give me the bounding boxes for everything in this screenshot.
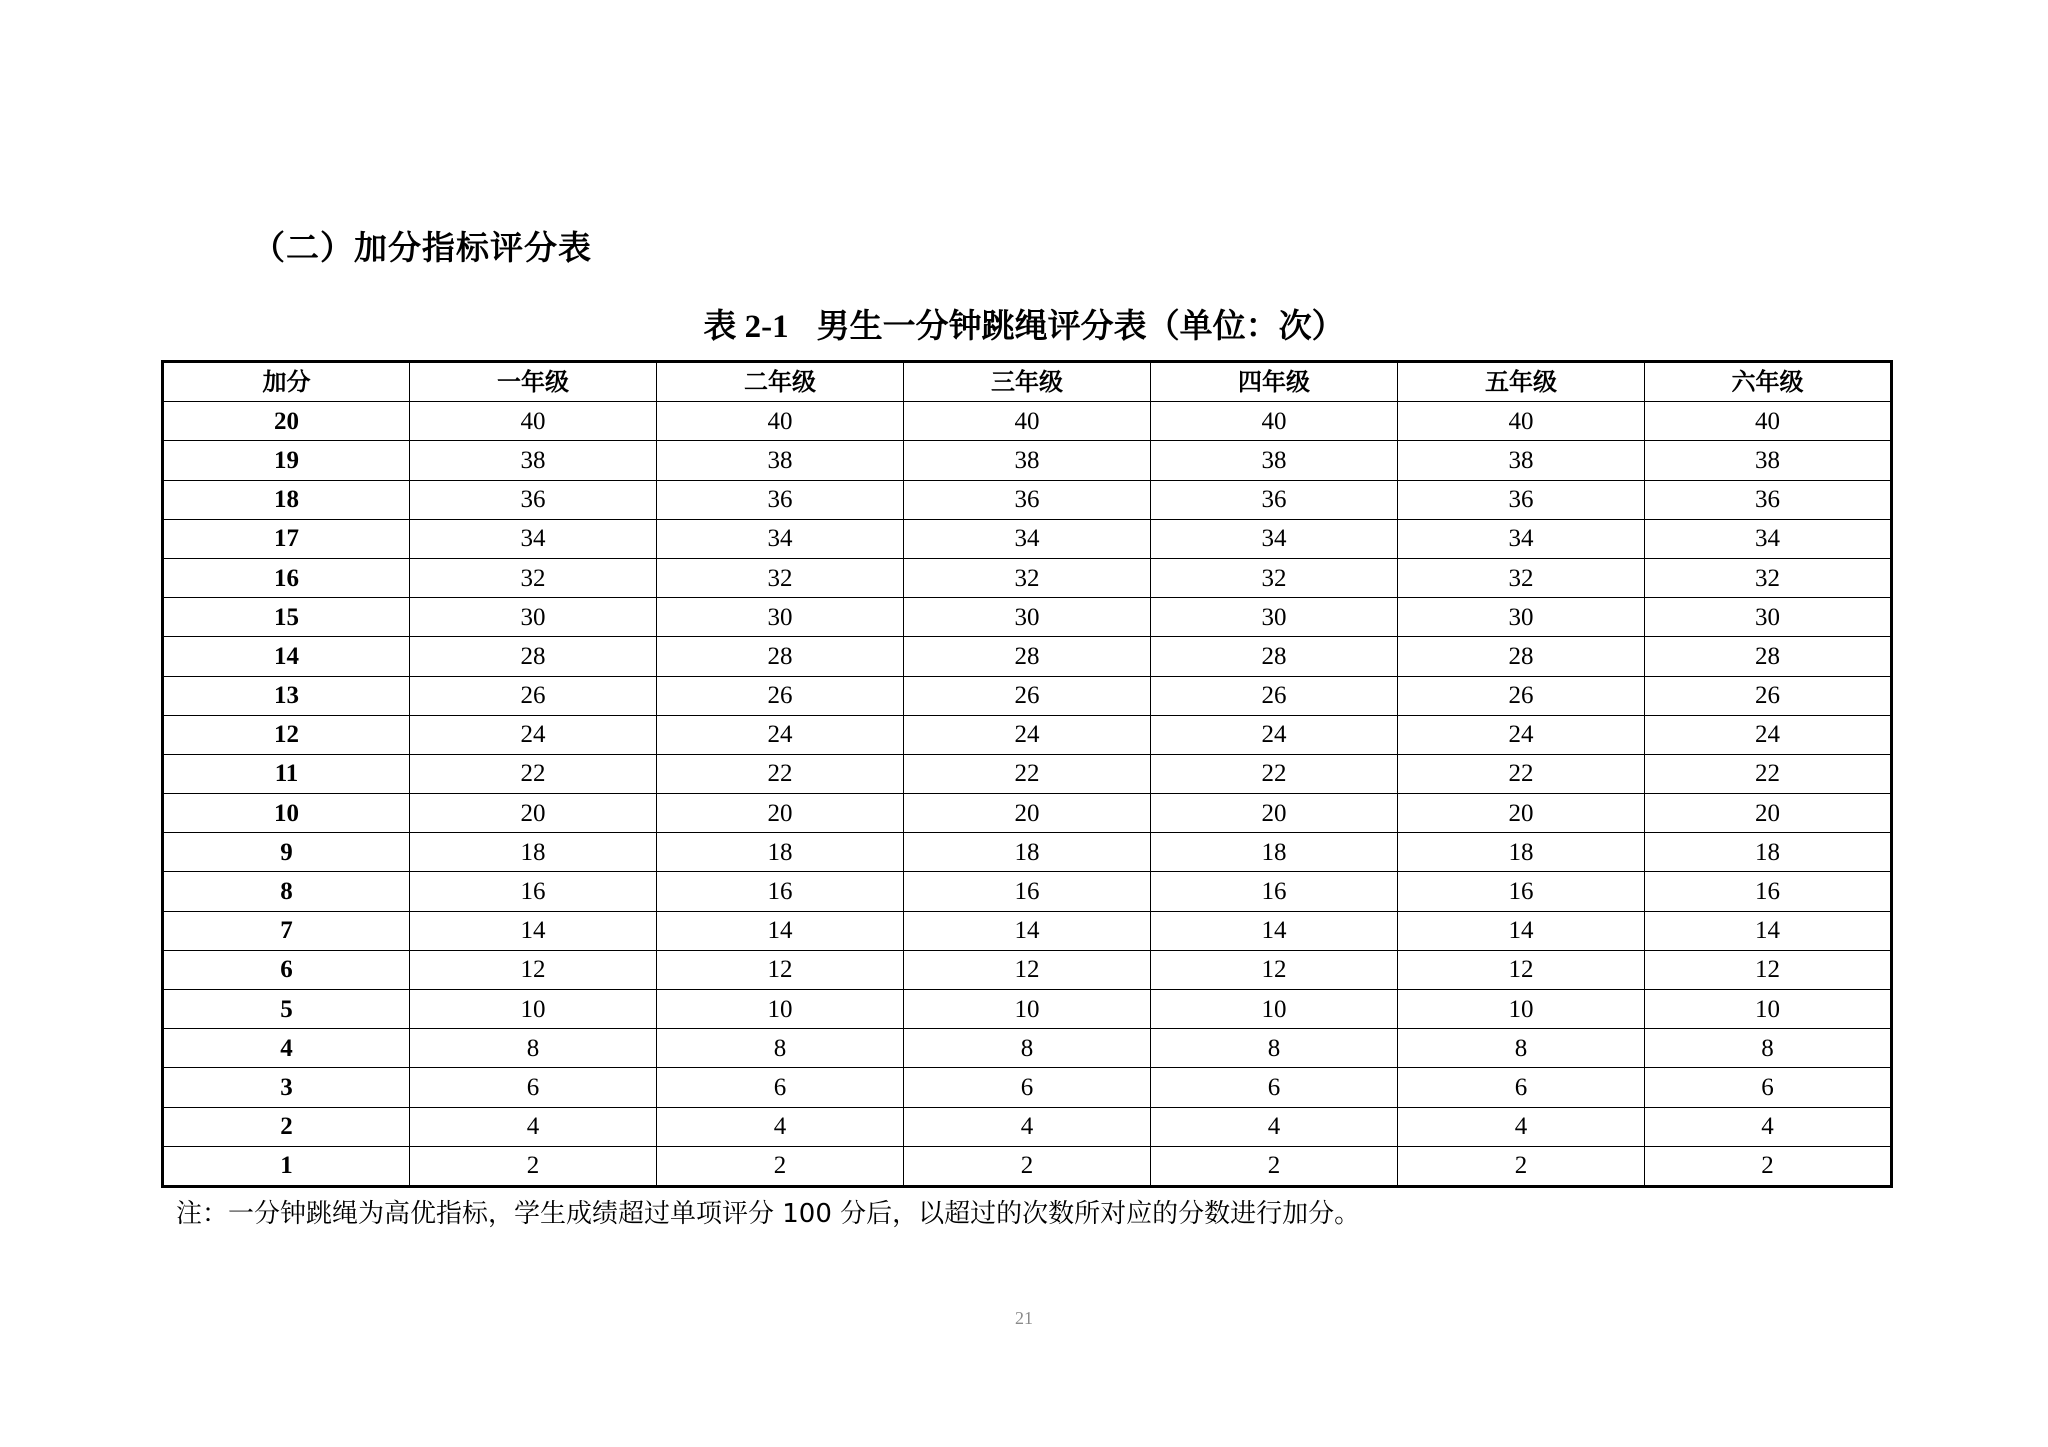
column-header: 二年级 (657, 362, 904, 402)
column-header: 四年级 (1151, 362, 1398, 402)
count-cell: 20 (1151, 794, 1398, 833)
column-header: 一年级 (410, 362, 657, 402)
count-cell: 24 (1645, 715, 1892, 754)
count-cell: 24 (410, 715, 657, 754)
count-cell: 34 (410, 519, 657, 558)
table-row (163, 402, 1892, 441)
count-cell: 30 (1645, 598, 1892, 637)
count-cell: 24 (1151, 715, 1398, 754)
count-cell: 4 (1645, 1107, 1892, 1146)
bonus-score-cell: 17 (163, 519, 410, 558)
count-cell: 2 (904, 1146, 1151, 1186)
bonus-score-cell: 10 (163, 794, 410, 833)
count-cell: 26 (410, 676, 657, 715)
count-cell: 12 (1151, 950, 1398, 989)
count-cell: 30 (410, 598, 657, 637)
count-cell: 14 (1151, 911, 1398, 950)
column-header: 五年级 (1398, 362, 1645, 402)
bonus-score-cell: 9 (163, 833, 410, 872)
count-cell: 4 (904, 1107, 1151, 1146)
table-row (163, 1068, 1892, 1107)
count-cell: 34 (904, 519, 1151, 558)
count-cell: 26 (1151, 676, 1398, 715)
count-cell: 18 (410, 833, 657, 872)
count-cell: 38 (410, 441, 657, 480)
count-cell: 40 (1398, 402, 1645, 441)
count-cell: 18 (1645, 833, 1892, 872)
table-row (163, 990, 1892, 1029)
count-cell: 4 (1398, 1107, 1645, 1146)
score-table (161, 360, 1893, 1188)
bonus-score-cell: 2 (163, 1107, 410, 1146)
count-cell: 34 (1151, 519, 1398, 558)
section-heading: （二）加分指标评分表 (252, 228, 592, 267)
bonus-score-cell: 3 (163, 1068, 410, 1107)
count-cell: 22 (657, 754, 904, 793)
count-cell: 12 (1398, 950, 1645, 989)
count-cell: 8 (904, 1029, 1151, 1068)
count-cell: 6 (1151, 1068, 1398, 1107)
bonus-score-cell: 14 (163, 637, 410, 676)
bonus-score-cell: 16 (163, 558, 410, 597)
count-cell: 8 (410, 1029, 657, 1068)
count-cell: 8 (1151, 1029, 1398, 1068)
count-cell: 24 (1398, 715, 1645, 754)
count-cell: 38 (1151, 441, 1398, 480)
column-header: 加分 (163, 362, 410, 402)
table-note: 注：一分钟跳绳为高优指标，学生成绩超过单项评分 100 分后，以超过的次数所对应的分数进行加分。 (176, 1199, 1361, 1229)
table-row (163, 637, 1892, 676)
count-cell: 40 (904, 402, 1151, 441)
count-cell: 34 (1645, 519, 1892, 558)
table-row (163, 950, 1892, 989)
count-cell: 12 (1645, 950, 1892, 989)
table-row (163, 519, 1892, 558)
count-cell: 20 (657, 794, 904, 833)
column-header: 三年级 (904, 362, 1151, 402)
count-cell: 30 (657, 598, 904, 637)
table-row (163, 754, 1892, 793)
count-cell: 14 (904, 911, 1151, 950)
table-header-row (163, 362, 1892, 402)
count-cell: 14 (1645, 911, 1892, 950)
count-cell: 16 (1645, 872, 1892, 911)
count-cell: 22 (904, 754, 1151, 793)
count-cell: 14 (657, 911, 904, 950)
count-cell: 40 (1151, 402, 1398, 441)
count-cell: 18 (904, 833, 1151, 872)
count-cell: 10 (904, 990, 1151, 1029)
count-cell: 22 (410, 754, 657, 793)
count-cell: 2 (1398, 1146, 1645, 1186)
count-cell: 24 (657, 715, 904, 754)
bonus-score-cell: 5 (163, 990, 410, 1029)
table-row (163, 441, 1892, 480)
table-row (163, 1107, 1892, 1146)
count-cell: 28 (1645, 637, 1892, 676)
count-cell: 24 (904, 715, 1151, 754)
count-cell: 30 (1151, 598, 1398, 637)
count-cell: 34 (657, 519, 904, 558)
count-cell: 28 (657, 637, 904, 676)
bonus-score-cell: 6 (163, 950, 410, 989)
count-cell: 8 (657, 1029, 904, 1068)
count-cell: 28 (904, 637, 1151, 676)
count-cell: 38 (1645, 441, 1892, 480)
count-cell: 36 (1398, 480, 1645, 519)
count-cell: 8 (1645, 1029, 1892, 1068)
table-row (163, 676, 1892, 715)
count-cell: 2 (657, 1146, 904, 1186)
bonus-score-cell: 19 (163, 441, 410, 480)
count-cell: 2 (1151, 1146, 1398, 1186)
count-cell: 2 (1645, 1146, 1892, 1186)
count-cell: 20 (904, 794, 1151, 833)
count-cell: 22 (1398, 754, 1645, 793)
count-cell: 26 (1645, 676, 1892, 715)
count-cell: 4 (1151, 1107, 1398, 1146)
table-row (163, 833, 1892, 872)
count-cell: 40 (1645, 402, 1892, 441)
table-row (163, 872, 1892, 911)
count-cell: 12 (410, 950, 657, 989)
count-cell: 6 (1398, 1068, 1645, 1107)
count-cell: 36 (410, 480, 657, 519)
count-cell: 6 (657, 1068, 904, 1107)
count-cell: 34 (1398, 519, 1645, 558)
count-cell: 38 (1398, 441, 1645, 480)
table-row (163, 794, 1892, 833)
count-cell: 36 (904, 480, 1151, 519)
count-cell: 18 (1151, 833, 1398, 872)
bonus-score-cell: 12 (163, 715, 410, 754)
count-cell: 12 (657, 950, 904, 989)
count-cell: 18 (1398, 833, 1645, 872)
count-cell: 32 (410, 558, 657, 597)
count-cell: 8 (1398, 1029, 1645, 1068)
bonus-score-cell: 4 (163, 1029, 410, 1068)
count-cell: 26 (1398, 676, 1645, 715)
table-caption-title: 男生一分钟跳绳评分表（单位：次） (816, 306, 1345, 345)
bonus-score-cell: 20 (163, 402, 410, 441)
count-cell: 10 (1645, 990, 1892, 1029)
bonus-score-cell: 7 (163, 911, 410, 950)
count-cell: 12 (904, 950, 1151, 989)
table-caption (0, 300, 2048, 347)
count-cell: 26 (904, 676, 1151, 715)
count-cell: 20 (410, 794, 657, 833)
count-cell: 10 (1398, 990, 1645, 1029)
table-row (163, 1146, 1892, 1186)
table-row (163, 598, 1892, 637)
count-cell: 6 (410, 1068, 657, 1107)
count-cell: 30 (904, 598, 1151, 637)
count-cell: 30 (1398, 598, 1645, 637)
count-cell: 14 (1398, 911, 1645, 950)
count-cell: 36 (1645, 480, 1892, 519)
count-cell: 2 (410, 1146, 657, 1186)
table-caption-number: 表 2-1 (703, 309, 789, 345)
count-cell: 36 (657, 480, 904, 519)
count-cell: 28 (410, 637, 657, 676)
count-cell: 40 (657, 402, 904, 441)
column-header: 六年级 (1645, 362, 1892, 402)
table-row (163, 715, 1892, 754)
bonus-score-cell: 18 (163, 480, 410, 519)
count-cell: 22 (1151, 754, 1398, 793)
count-cell: 16 (410, 872, 657, 911)
count-cell: 16 (904, 872, 1151, 911)
count-cell: 16 (1151, 872, 1398, 911)
count-cell: 32 (1398, 558, 1645, 597)
table-row (163, 558, 1892, 597)
count-cell: 26 (657, 676, 904, 715)
bonus-score-cell: 11 (163, 754, 410, 793)
count-cell: 28 (1398, 637, 1645, 676)
count-cell: 20 (1645, 794, 1892, 833)
count-cell: 40 (410, 402, 657, 441)
table-row (163, 1029, 1892, 1068)
bonus-score-cell: 1 (163, 1146, 410, 1186)
count-cell: 6 (904, 1068, 1151, 1107)
count-cell: 28 (1151, 637, 1398, 676)
count-cell: 4 (410, 1107, 657, 1146)
count-cell: 32 (1151, 558, 1398, 597)
bonus-score-cell: 15 (163, 598, 410, 637)
count-cell: 20 (1398, 794, 1645, 833)
bonus-score-cell: 13 (163, 676, 410, 715)
count-cell: 32 (904, 558, 1151, 597)
bonus-score-cell: 8 (163, 872, 410, 911)
count-cell: 38 (657, 441, 904, 480)
count-cell: 32 (657, 558, 904, 597)
count-cell: 10 (657, 990, 904, 1029)
count-cell: 16 (1398, 872, 1645, 911)
table-row (163, 911, 1892, 950)
count-cell: 4 (657, 1107, 904, 1146)
count-cell: 6 (1645, 1068, 1892, 1107)
count-cell: 36 (1151, 480, 1398, 519)
table-row (163, 480, 1892, 519)
count-cell: 14 (410, 911, 657, 950)
count-cell: 18 (657, 833, 904, 872)
count-cell: 10 (1151, 990, 1398, 1029)
count-cell: 16 (657, 872, 904, 911)
count-cell: 10 (410, 990, 657, 1029)
page-number: 21 (1015, 1308, 1033, 1328)
count-cell: 38 (904, 441, 1151, 480)
table-body (163, 402, 1892, 1187)
count-cell: 32 (1645, 558, 1892, 597)
count-cell: 22 (1645, 754, 1892, 793)
